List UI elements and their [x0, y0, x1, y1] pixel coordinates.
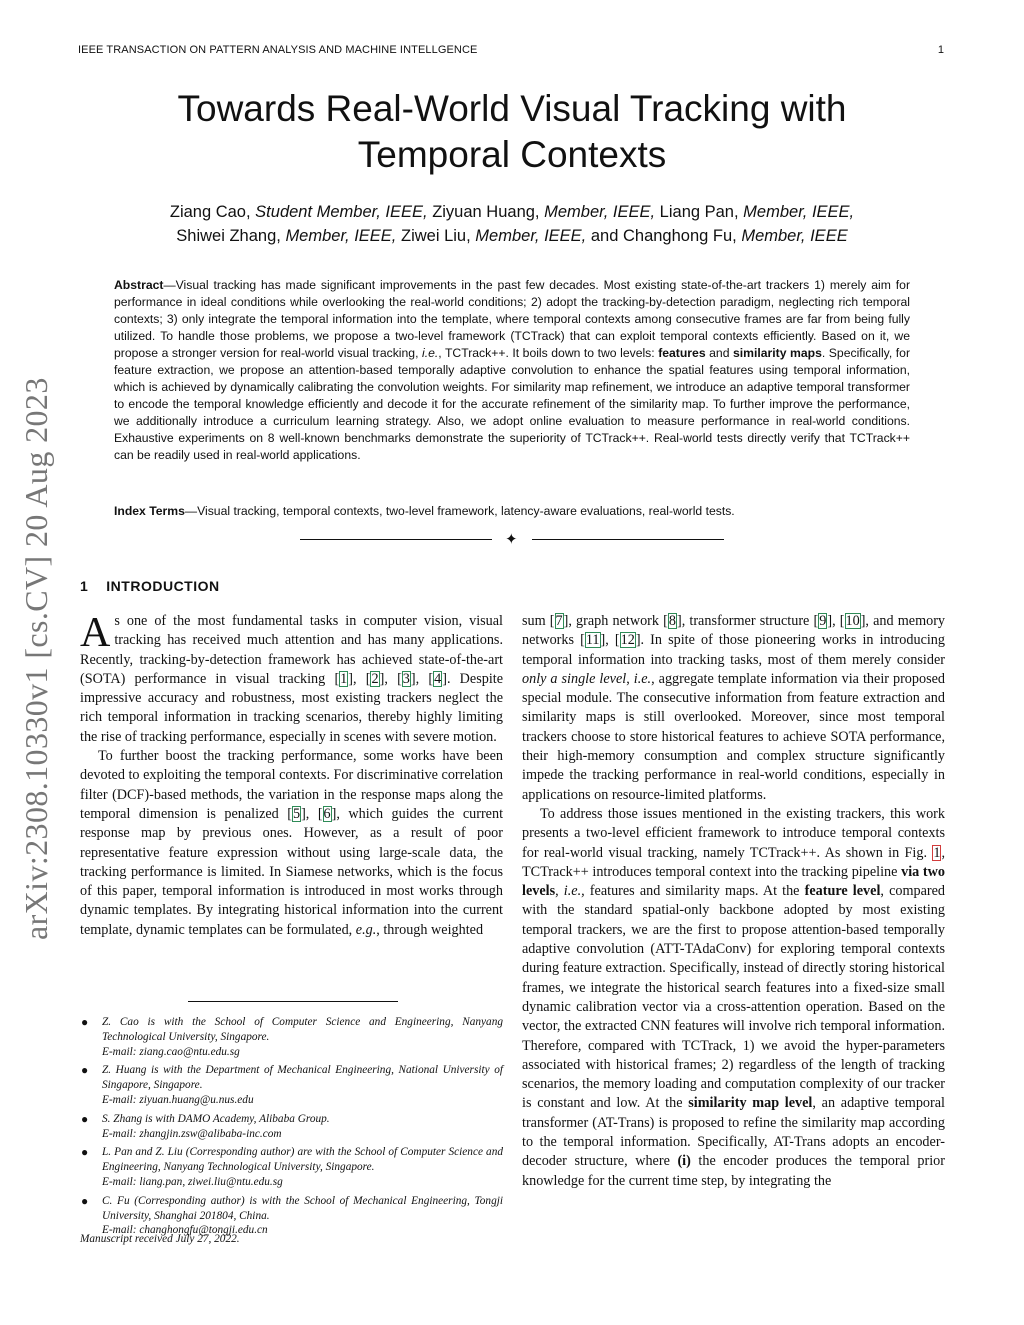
footnote-email[interactable]: E-mail: ziang.cao@ntu.edu.sg	[102, 1045, 240, 1058]
citation-link[interactable]: [4]	[428, 670, 447, 687]
abstract-label: Abstract	[114, 278, 164, 292]
author-role: Member, IEEE	[741, 227, 848, 245]
footnotes	[80, 1015, 503, 1242]
footnote-email[interactable]: E-mail: changhongfu@tongji.edu.cn	[102, 1224, 268, 1237]
footnote-rule	[188, 1001, 398, 1002]
drop-cap: A	[80, 610, 111, 656]
abstract	[114, 277, 910, 464]
footnote: ● S. Zhang is with DAMO Academy, Alibaba Group. E-mail: zhangjin.zsw@alibaba-inc.com	[80, 1112, 503, 1142]
author-role: Member, IEEE,	[743, 203, 855, 221]
citation-link[interactable]: [12]	[614, 632, 641, 649]
bullet-icon: ●	[81, 1015, 89, 1029]
section-number: 1	[80, 578, 89, 594]
citation-link[interactable]: [11]	[580, 632, 606, 649]
footnote-email[interactable]: E-mail: ziyuan.huang@u.nus.edu	[102, 1093, 254, 1106]
footnote-email[interactable]: E-mail: zhangjin.zsw@alibaba-inc.com	[102, 1127, 282, 1140]
paragraph: To address those issues mentioned in the existing trackers, this work presents a two-level efficient framework to introduce temporal contexts for real-world visual tracking, namely TCTrack++. As shown in Fig. 1, TCTrack++ introduces temporal context into the tracking pipeline via two levels, i.e., features and similarity maps. At the feature level, compared with the standard spatial-only backbone adopted by most existing temporal trackers, we are the first to propose attention-based temporally adaptive convolution (ATT-TAdaConv) for exploring temporal contexts during feature extraction. Specifically, instead of directly storing historical frames, we integrate the historical search features into a fixed-size small dynamic calibration vector via a cross-attention operation. Based on the vector, the extracted CNN features will involve rich temporal information. Therefore, compared with TCTrack, 1) we avoid the hyper-parameters associated with historical frames; 2) regardless of the length of tracking scenarios, the memory loading and computation complexity of our tracker is constant and low. At the similarity map level, an adaptive temporal transformer (AT-Trans) is proposed to refine the similarity map according to the temporal information. Specifically, AT-Trans adopts an encoder-decoder structure, where (i) the encoder produces the temporal prior knowledge for the current time step, by integrating the	[522, 805, 946, 1189]
citation-link[interactable]: [6]	[317, 805, 337, 822]
divider-diamond-icon: ✦	[505, 532, 518, 548]
paragraph-text: s one of the most fundamental tasks in computer vision, visual tracking has received much attention and has many applications. Recently, tracking-by-detection framework has achieved state-of-the-art (SOTA) performance in visual tracking	[80, 613, 503, 687]
author-name: Ziyuan Huang,	[432, 203, 540, 221]
emphasis: i.e.	[633, 670, 652, 687]
citation-link[interactable]: [3]	[397, 670, 416, 687]
paragraph-text: . Despite impressive accuracy and robustness, most existing trackers neglect the rich temporal information in tracking scenarios, thereby highly limiting the rise of tracking performance, especially in scenes with severe motion.	[80, 670, 504, 745]
index-terms-text: —Visual tracking, temporal contexts, two-level framework, latency-aware evaluations, real-world tests.	[184, 504, 735, 518]
paragraph-text: , through weighted	[376, 921, 484, 938]
author-role: Member, IEEE,	[475, 227, 587, 245]
author-name: Ziwei Liu,	[401, 227, 471, 245]
bullet-icon: ●	[81, 1145, 89, 1160]
citation-link[interactable]: [7]	[549, 613, 569, 629]
citation-link[interactable]: [5]	[287, 805, 306, 822]
abstract-text: , TCTrack++. It boils down to two levels:	[438, 346, 659, 360]
emphasis: i.e.,	[563, 883, 585, 900]
arxiv-stamp[interactable]: arXiv:2308.10330v1 [cs.CV] 20 Aug 2023	[18, 377, 54, 940]
paper-title	[100, 86, 924, 178]
citation-link[interactable]: [10]	[839, 613, 866, 629]
abstract-text: . Specifically, for feature extraction, we propose an attention-based temporally adaptive convolution to enhance the spatial features using temporal information, which is achieved by dynamically calibrating the convolution weights. For similarity map refinement, we introduce an adaptive temporal transformer to encode the temporal knowledge efficiently and decode it for the accurate refinement of the similarity map. To further improve the performance, we additionally introduce a curriculum learning strategy. Also, we adopt online evaluation to measure performance in real-world conditions. Exhaustive experiments on 8 well-known benchmarks demonstrate the superiority of TCTrack++. Real-world tests directly verify that TCTrack++ can be readily used in real-world applications.	[114, 346, 910, 462]
author-list	[100, 200, 924, 248]
manuscript-received: Manuscript received July 27, 2022.	[80, 1233, 240, 1245]
footnote: ● Z. Cao is with the School of Computer Science and Engineering, Nanyang Technological University, Singapore. E-mail: ziang.cao@ntu.edu.sg	[81, 1015, 503, 1058]
bold-phrase: via two levels	[522, 863, 945, 900]
author-name: Ziang Cao,	[169, 203, 251, 221]
divider-line-right	[532, 539, 724, 540]
paragraph-text: To further boost the tracking performance, some works have been devoted to exploiting the temporal contexts. For discriminative correlation filter (DCF)-based methods, the variation in the response maps along the temporal dimension is penalized	[80, 748, 503, 822]
footnote-email[interactable]: E-mail: liang.pan, ziwei.liu@ntu.edu.sg	[102, 1175, 283, 1188]
paragraph: sum [7], graph network [8], transformer structure [9], [10], and memory networks [11], [12]. In spite of those pioneering works in introducing temporal information into tracking tasks, most of them merely consider only a single level, i.e., aggregate template information via their proposed special module. The consecutive information from feature extraction and similarity maps is still overlooked. Moreover, since most temporal trackers choose to store historical features to achieve SOTA performance, their high-memory consumption and complex structure significantly impede the tracking performance in real-world conditions, especially in applications on resource-limited platforms.	[522, 613, 946, 803]
citation-link[interactable]: [8]	[663, 613, 682, 629]
abstract-keyword-similarity: similarity maps	[733, 346, 822, 360]
footnote: ● L. Pan and Z. Liu (Corresponding author) are with the School of Computer Science and Engineering, Nanyang Technological University, Singapore. E-mail: liang.pan, ziwei.liu@ntu.edu.sg	[81, 1145, 503, 1188]
abstract-text: —Visual tracking has made significant improvements in the past few decades. Most existing state-of-the-art trackers 1) merely aim for performance in ideal conditions while overlooking the real-world conditions; 2) adopt the tracking-by-detection paradigm, neglecting rich temporal contexts; 3) only integrate the temporal information into the template, where temporal contexts among consecutive frames are far from being fully utilized. To handle those problems, we propose a two-level framework (TCTrack) that can exploit temporal contexts efficiently. Based on it, we propose a stronger version for real-world visual tracking,	[114, 278, 910, 360]
running-head: IEEE TRANSACTION ON PATTERN ANALYSIS AND MACHINE INTELLGENCE	[78, 44, 478, 56]
abstract-keyword-features: features	[658, 346, 706, 360]
paragraph: To further boost the tracking performance, some works have been devoted to exploiting the temporal contexts. For discriminative correlation filter (DCF)-based methods, the variation in the response maps along the temporal dimension is penalized [5], [6], which guides the current response map by previous ones. However, as a result of poor representative feature expression without using large-scale data, the tracking performance is limited. In Siamese networks, which is the focus of this paper, temporal information is introduced in most works through dynamic templates. By integrating historical information into the current template, dynamic templates can be formulated, e.g., through weighted	[80, 748, 504, 938]
author-name: and Changhong Fu,	[590, 227, 737, 245]
title-line-1: Towards Real-World Visual Tracking with	[177, 88, 847, 129]
author-role: Member, IEEE,	[544, 203, 656, 221]
citation-link[interactable]: [9]	[813, 613, 833, 629]
footnote: ● Z. Huang is with the Department of Mechanical Engineering, National University of Singapore, Singapore. E-mail: ziyuan.huang@u.nus.edu	[81, 1063, 503, 1106]
author-name: Shiwei Zhang,	[176, 227, 281, 245]
bold-phrase: (i)	[677, 1153, 691, 1170]
index-terms	[114, 503, 910, 520]
author-role: Member, IEEE,	[285, 227, 397, 245]
divider-line-left	[300, 539, 492, 540]
bold-phrase: similarity map level	[688, 1095, 813, 1112]
paragraph: As one of the most fundamental tasks in computer vision, visual tracking has received much attention and has many applications. Recently, tracking-by-detection framework has achieved state-of-the-art (SOTA) performance in visual tracking [1], [2], [3], [4]. Despite impressive accuracy and robustness, most existing trackers neglect the rich temporal information in tracking scenarios, thereby highly limiting the rise of tracking performance, especially in scenes with severe motion.	[80, 610, 504, 745]
bullet-icon: ●	[81, 1111, 89, 1126]
abstract-ie: i.e.	[422, 346, 439, 360]
index-terms-label: Index Terms	[114, 504, 185, 518]
bold-phrase: feature level	[804, 883, 881, 900]
page-number: 1	[937, 44, 944, 56]
author-name: Liang Pan,	[659, 203, 739, 221]
emphasis: only a single level	[522, 670, 627, 687]
citation-link[interactable]: [2]	[365, 670, 385, 687]
bullet-icon: ●	[81, 1063, 89, 1078]
title-line-2: Temporal Contexts	[357, 134, 667, 175]
bullet-icon: ●	[81, 1193, 89, 1208]
section-title: INTRODUCTION	[106, 578, 220, 594]
citation-link[interactable]: [1]	[334, 670, 353, 687]
paragraph-text: , which guides the current response map by previous ones. However, as a result of poor representative feature expression without using large-scale data, the tracking performance is limited. In Siamese networks, which is the focus of this paper, temporal information is introduced in most works through dynamic templates. By integrating historical information into the current template, dynamic templates can be formulated,	[80, 805, 504, 938]
section-divider	[300, 530, 724, 550]
abstract-text: and	[705, 346, 733, 360]
figure-link[interactable]: 1	[933, 844, 941, 861]
section-heading	[80, 578, 220, 594]
author-role: Student Member, IEEE,	[255, 203, 428, 221]
footnote: ● C. Fu (Corresponding author) is with the School of Mechanical Engineering, Tongji University, Shanghai 201804, China. E-mail: changhongfu@tongji.edu.cn	[81, 1193, 503, 1237]
body-column-left	[80, 612, 503, 940]
body-column-right	[522, 612, 945, 1191]
emphasis: e.g.	[355, 921, 377, 938]
